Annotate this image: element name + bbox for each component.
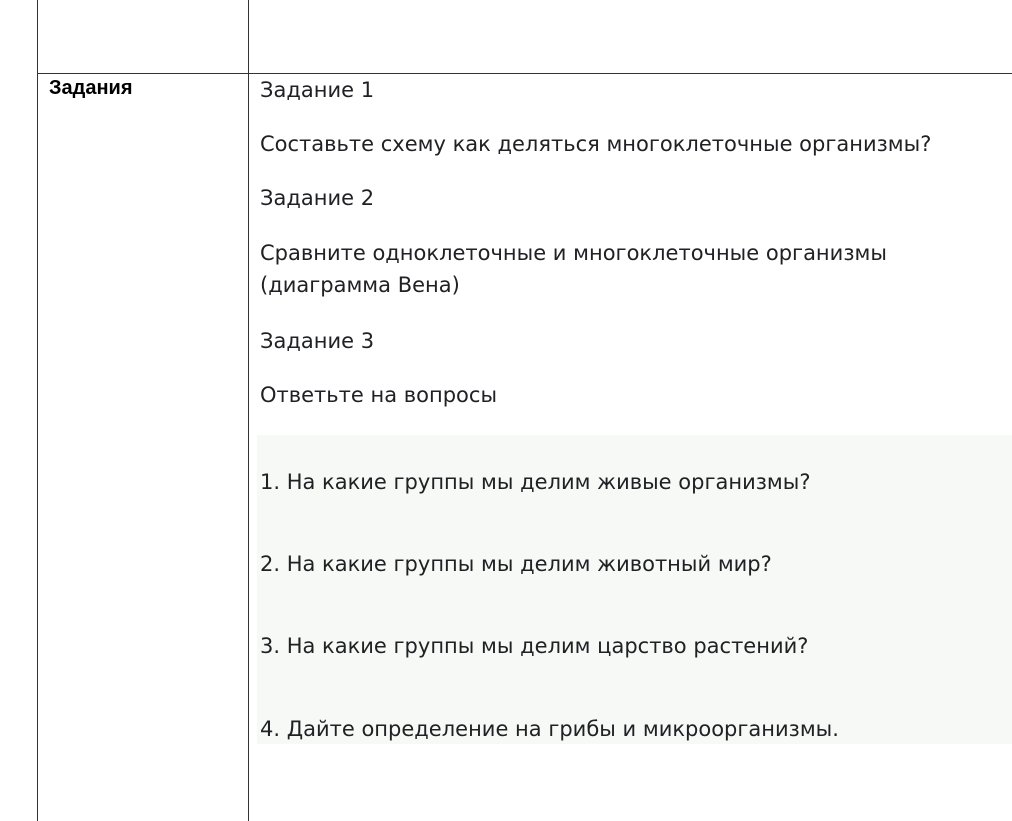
row-label-cell: Задания (49, 77, 133, 99)
task-3-text: Ответьте на вопросы (260, 383, 498, 407)
question-2: 2. На какие группы мы делим животный мир? (260, 552, 772, 576)
task-2-text: Сравните одноклеточные и многоклеточные организмы (диаграмма Вена) (260, 241, 887, 297)
task-1-title: Задание 1 (260, 78, 375, 102)
table-border-left (37, 0, 38, 821)
table-column-divider (248, 0, 249, 821)
task-1-text: Составьте схему как деляться многоклеточные организмы? (260, 132, 932, 156)
table-row-divider (37, 73, 1012, 74)
task-2-title: Задание 2 (260, 186, 375, 210)
question-4: 4. Дайте определение на грибы и микроорганизмы. (260, 717, 839, 741)
question-1: 1. На какие группы мы делим живые организмы? (260, 470, 811, 494)
question-3: 3. На какие группы мы делим царство растений? (260, 634, 809, 658)
task-3-title: Задание 3 (260, 329, 375, 353)
